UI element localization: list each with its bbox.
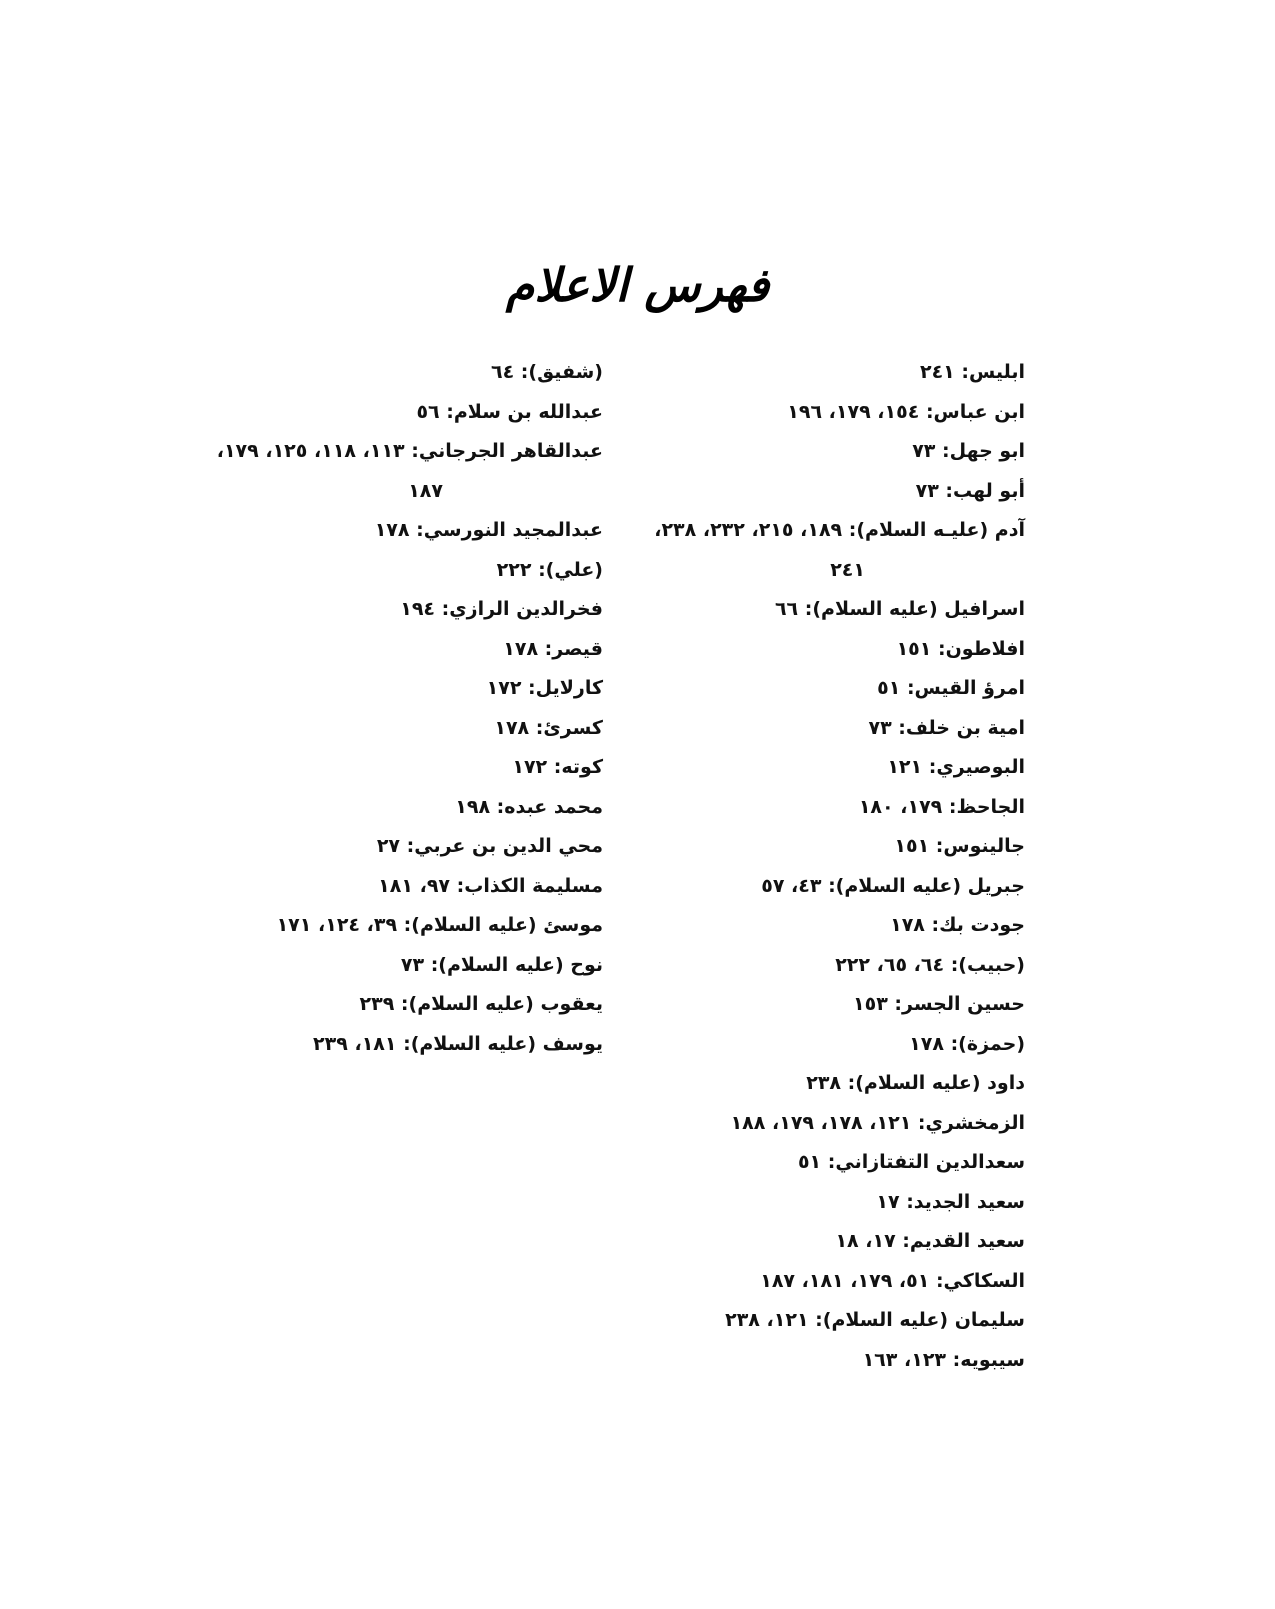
index-entry: موسئ (عليه السلام): ٣٩، ١٢٤، ١٧١ bbox=[276, 914, 603, 936]
index-entry: فخرالدين الرازي: ١٩٤ bbox=[400, 598, 603, 620]
index-entry: ابو جهل: ٧٣ bbox=[912, 440, 1025, 462]
index-entry-continuation: ٢٤١ bbox=[830, 558, 865, 581]
index-entry: محي الدين بن عربي: ٢٧ bbox=[376, 835, 603, 857]
index-entry: نوح (عليه السلام): ٧٣ bbox=[400, 953, 603, 976]
index-entry: سعيد الجديد: ١٧ bbox=[876, 1190, 1025, 1213]
index-entry: (شفيق): ٦٤ bbox=[490, 361, 603, 383]
index-entry: امرؤ القيس: ٥١ bbox=[877, 677, 1025, 699]
index-entry: السكاكي: ٥١، ١٧٩، ١٨١، ١٨٧ bbox=[760, 1269, 1025, 1292]
index-entry: كوته: ١٧٢ bbox=[512, 756, 603, 778]
index-entry: أبو لهب: ٧٣ bbox=[915, 479, 1025, 502]
index-entry: محمد عبده: ١٩٨ bbox=[455, 795, 603, 818]
index-entry: الجاحظ: ١٧٩، ١٨٠ bbox=[858, 795, 1025, 818]
index-entry: ابن عباس: ١٥٤، ١٧٩، ١٩٦ bbox=[787, 400, 1025, 423]
index-entry: كسرئ: ١٧٨ bbox=[494, 716, 603, 739]
index-entry: عبدالله بن سلام: ٥٦ bbox=[416, 400, 603, 423]
page-title: فهرس الاعلام bbox=[505, 258, 770, 312]
index-entry: البوصيري: ١٢١ bbox=[887, 756, 1025, 778]
index-entry: عبدالمجيد النورسي: ١٧٨ bbox=[374, 519, 603, 541]
index-entry: سعدالدين التفتازاني: ٥١ bbox=[797, 1151, 1025, 1173]
index-entry: حسين الجسر: ١٥٣ bbox=[853, 993, 1025, 1015]
index-entry: يعقوب (عليه السلام): ٢٣٩ bbox=[359, 993, 603, 1015]
index-entry: كارلايل: ١٧٢ bbox=[486, 677, 603, 699]
index-entry: عبدالقاهر الجرجاني: ١١٣، ١١٨، ١٢٥، ١٧٩، bbox=[216, 440, 603, 462]
index-entry: يوسف (عليه السلام): ١٨١، ٢٣٩ bbox=[313, 1032, 603, 1055]
index-entry: الزمخشري: ١٢١، ١٧٨، ١٧٩، ١٨٨ bbox=[730, 1111, 1025, 1134]
index-entry: سعيد القديم: ١٧، ١٨ bbox=[835, 1230, 1025, 1252]
index-entry: آدم (عليـه السلام): ١٨٩، ٢١٥، ٢٣٢، ٢٣٨، bbox=[654, 519, 1025, 541]
index-entry: ابليس: ٢٤١ bbox=[919, 361, 1025, 383]
index-entry: افلاطون: ١٥١ bbox=[896, 637, 1025, 660]
index-entry-continuation: ١٨٧ bbox=[408, 479, 443, 502]
index-entry: (حبيب): ٦٤، ٦٥، ٢٢٢ bbox=[835, 953, 1025, 976]
index-entry: جودت بك: ١٧٨ bbox=[890, 914, 1025, 936]
index-entry: اسرافيل (عليه السلام): ٦٦ bbox=[774, 598, 1025, 620]
index-entry: (حمزة): ١٧٨ bbox=[909, 1032, 1025, 1055]
index-column-right bbox=[625, 353, 1025, 1380]
index-entry: داود (عليه السلام): ٢٣٨ bbox=[806, 1072, 1025, 1094]
index-entry: سيبويه: ١٢٣، ١٦٣ bbox=[862, 1348, 1025, 1371]
index-entry: جالينوس: ١٥١ bbox=[894, 835, 1025, 857]
index-entry: امية بن خلف: ٧٣ bbox=[868, 716, 1025, 739]
index-entry: مسليمة الكذاب: ٩٧، ١٨١ bbox=[378, 874, 603, 897]
index-entry: قيصر: ١٧٨ bbox=[503, 637, 603, 660]
index-entry: جبريل (عليه السلام): ٤٣، ٥٧ bbox=[761, 874, 1025, 897]
index-entry: سليمان (عليه السلام): ١٢١، ٢٣٨ bbox=[725, 1309, 1025, 1331]
index-entry: (علي): ٢٢٢ bbox=[496, 558, 603, 581]
index-column-left bbox=[216, 353, 603, 1064]
